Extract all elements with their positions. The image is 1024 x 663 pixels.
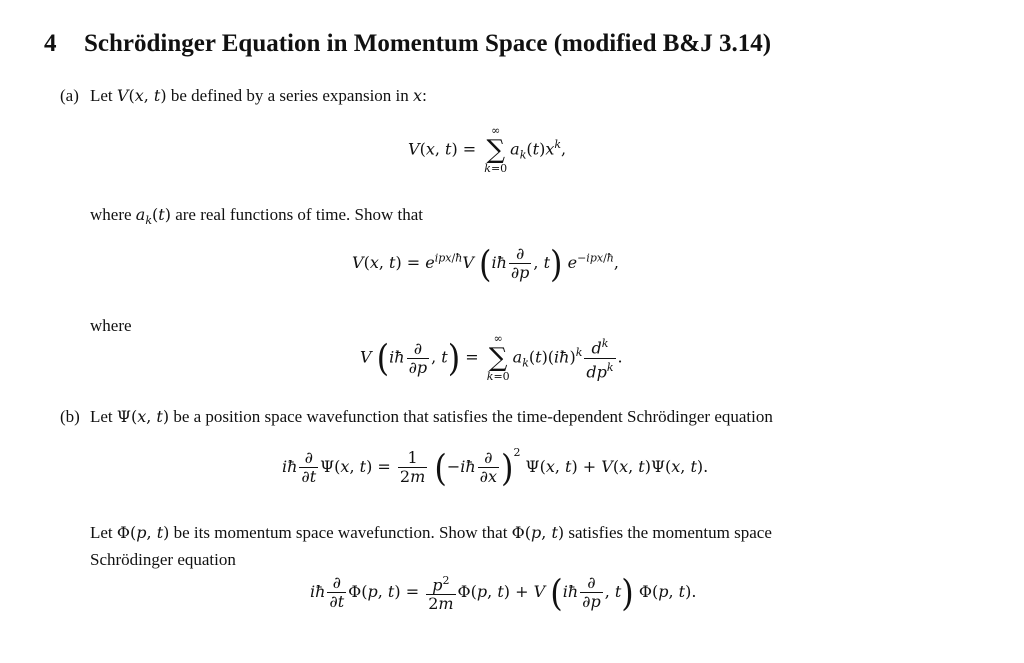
equation-operator-series: V (iħ $\frac{\partial}{\partial p}$ , t) = ∞ ∑ k=0 $a_k(t)(iħ)^k$ $\frac{d^k}{dp^k}$ . bbox=[360, 332, 623, 383]
equation-operator-form: V(x, $t) = e^{ipx/ħ}V$ (iħ $\frac{\partial}{\partial p}$ , t) $e^{-ipx/ħ}$, bbox=[352, 241, 619, 286]
part-a-intro: Let V(x, t) be defined by a series expansion in x: bbox=[90, 86, 427, 105]
part-b-label: (b) bbox=[60, 407, 80, 426]
part-a-where-2: where bbox=[90, 316, 132, 335]
part-b-line-2: Let Φ(p, t) be its momentum space wavefunction. Show that Φ(p, t) satisfies the momentum space bbox=[90, 523, 772, 542]
section-number: 4 bbox=[44, 30, 57, 57]
equation-series-expansion: V(x, t) = ∞ ∑ k=0 $a_k(t)x^k$, bbox=[408, 124, 567, 175]
part-b-line-3: Schrödinger equation bbox=[90, 550, 236, 569]
part-b-intro: Let Ψ(x, t) be a position space wavefunction that satisfies the time-dependent Schrödinger equation bbox=[90, 407, 773, 426]
section-title: Schrödinger Equation in Momentum Space (modified B&J 3.14) bbox=[84, 30, 772, 57]
part-a-where-line: where $a_k(t)$ are real functions of time. Show that bbox=[90, 205, 424, 228]
equation-momentum-schrodinger: iħ $\frac{\partial}{\partial t}$ Φ(p, t) = $\frac{p^2}{2m}$ Φ(p, t) + V (iħ $\frac{\partial}{\partial p}$ , t) Φ(p, t). bbox=[310, 570, 697, 615]
part-a-label: (a) bbox=[60, 86, 79, 105]
equation-position-schrodinger: iħ $\frac{\partial}{\partial t}$ Ψ(x, t) = $\frac{1}{2m}$ (−iħ $\frac{\partial}{\partial x}$ )$^2$ Ψ(x, t) + V(x, t)Ψ(x, t). bbox=[282, 445, 709, 490]
